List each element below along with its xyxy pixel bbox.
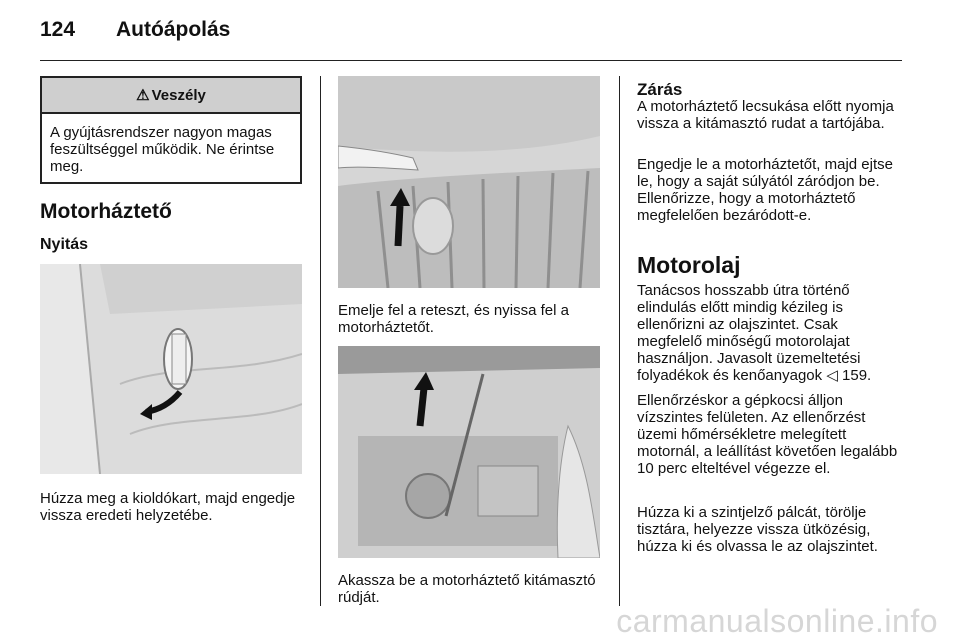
oil-paragraph-3: Húzza ki a szintjelző pálcát, törölje tisztára, helyezze vissza ütközésig, húzza ki és olvassa le az olajszintet.: [637, 504, 878, 555]
warning-text: A gyújtásrendszer nagyon magas feszültséggel működik. Ne érintse meg.: [50, 124, 275, 175]
oil-paragraph-1: [637, 282, 901, 384]
warning-box: [40, 76, 302, 184]
page-number: 124: [40, 18, 76, 41]
column-divider: [320, 76, 321, 606]
warning-header: [42, 78, 300, 114]
section-title-hood: Motorháztető: [40, 200, 172, 223]
closing-paragraph-2: Engedje le a motorháztetőt, majd ejtse le, hogy a saját súlyától záródjon be. Ellenőrizze, hogy a motorháztető megfelelően bezáródott-e.: [637, 156, 893, 224]
release-lever-illustration: [40, 264, 302, 474]
warning-triangle-icon: ⚠: [136, 87, 150, 104]
hood-prop-drawing: [338, 346, 600, 558]
hood-latch-drawing: [338, 76, 600, 288]
closing-paragraph-1: A motorháztető lecsukása előtt nyomja vissza a kitámasztó rudat a tartójába.: [637, 98, 894, 132]
caption-prop-rod: Akassza be a motorháztető kitámasztó rúdját.: [338, 572, 596, 606]
header-rule: [40, 60, 902, 61]
column-1: [40, 76, 302, 524]
release-lever-drawing: [40, 264, 302, 474]
oil-paragraph-1-text: Tanácsos hosszabb útra történő elindulás előtt mindig kézileg is ellenőrizni az olajszintet. Csak megfelelő minőségű motorolajat használjon. Javasolt üzemeltetési folyadékok és kenőanyagok: [637, 282, 861, 384]
oil-paragraph-2: Ellenőrzéskor a gépkocsi álljon vízszintes felületen. Az ellenőrzést üzemi hőmérsékletre melegített motornál, a leállítást követően legalább 10 perc elteltével végezze el.: [637, 392, 898, 477]
column-divider: [619, 76, 620, 606]
page-reference[interactable]: 159.: [842, 367, 872, 384]
page-title: Autóápolás: [116, 18, 231, 41]
hood-prop-illustration: [338, 346, 600, 558]
section-title-oil: Motorolaj: [637, 252, 741, 278]
page-header: [40, 18, 230, 42]
caption-release-lever: Húzza meg a kioldókart, majd engedje vissza eredeti helyzetébe.: [40, 490, 296, 524]
subsection-title-opening: Nyitás: [40, 236, 89, 253]
caption-latch: Emelje fel a reteszt, és nyissa fel a motorháztetőt.: [338, 302, 569, 336]
page-reference-icon: ◁: [826, 367, 838, 384]
hood-latch-illustration: [338, 76, 600, 288]
subsection-title-closing: Zárás: [637, 80, 683, 99]
watermark: carmanualsonline.info: [616, 603, 938, 639]
warning-label: Veszély: [151, 86, 206, 104]
